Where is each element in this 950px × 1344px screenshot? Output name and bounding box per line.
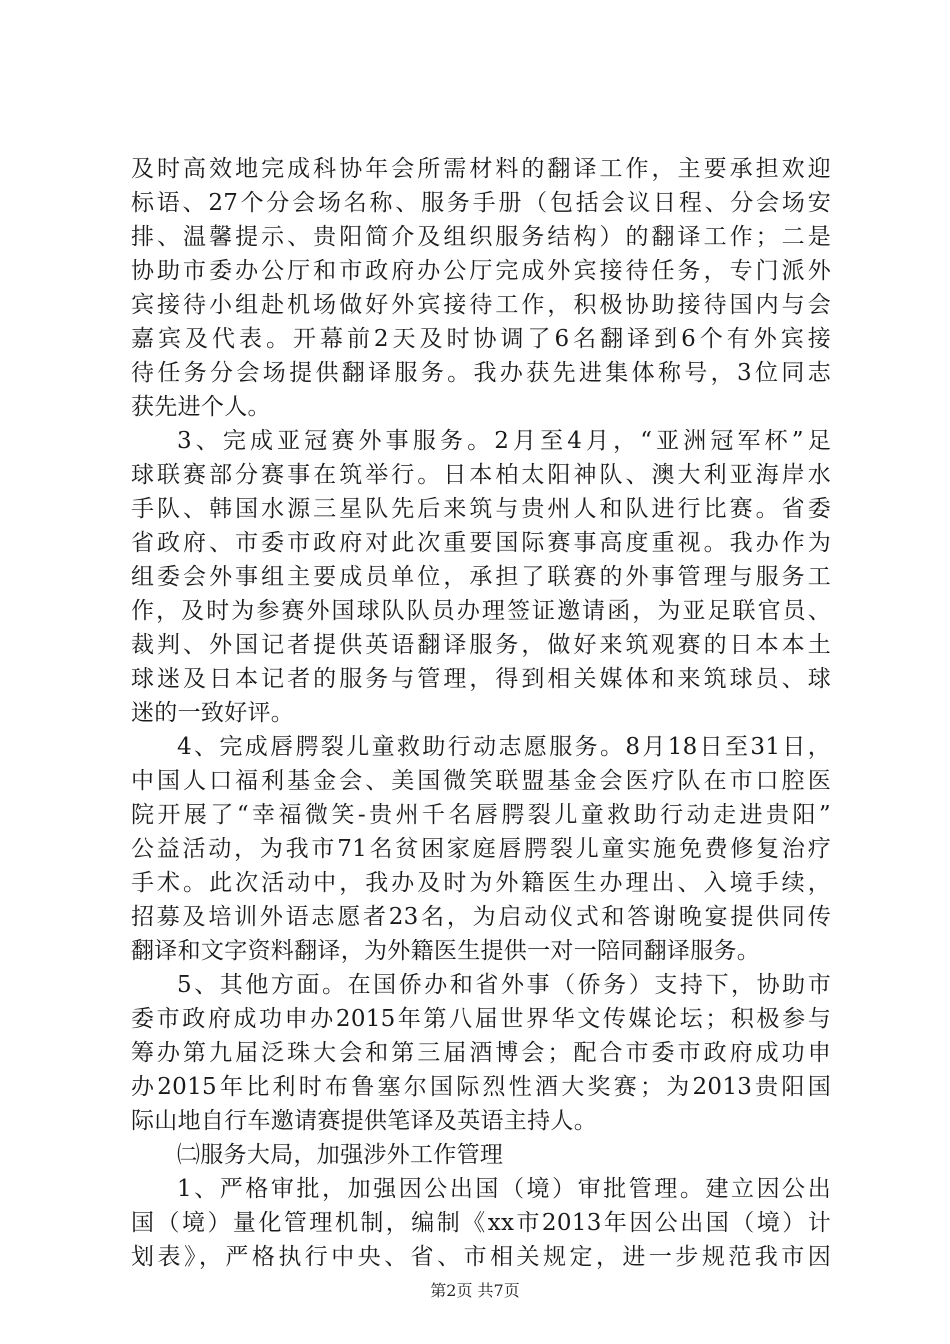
text-line: 迷的一致好评。 (131, 700, 295, 726)
text-line: 委市政府成功申办2015年第八届世界华文传媒论坛；积极参与 (131, 1006, 831, 1032)
text-line: 院开展了“幸福微笑-贵州千名唇腭裂儿童救助行动走进贵阳” (131, 802, 831, 828)
text-line: 翻译和文字资料翻译，为外籍医生提供一对一陪同翻译服务。 (131, 938, 761, 964)
paragraph-heading-3: 3、完成亚冠赛外事服务。2月至4月，“亚洲冠军杯”足 (177, 428, 831, 454)
text-line: 协助市委办公厅和市政府办公厅完成外宾接待任务，专门派外 (131, 258, 831, 284)
page-number-footer: 第2页 共7页 (430, 1281, 520, 1300)
text-line: 手术。此次活动中，我办及时为外籍医生办理出、入境手续， (131, 870, 831, 896)
text-line: 及时高效地完成科协年会所需材料的翻译工作，主要承担欢迎 (131, 156, 831, 182)
text-line: 宾接待小组赴机场做好外宾接待工作，积极协助接待国内与会 (131, 292, 831, 318)
document-body (131, 152, 831, 1274)
paragraph-heading-4: 4、完成唇腭裂儿童救助行动志愿服务。8月18日至31日， (177, 734, 831, 760)
paragraph-heading-5: 5、其他方面。在国侨办和省外事（侨务）支持下，协助市 (177, 972, 831, 998)
section-heading: ㈡服务大局，加强涉外工作管理 (177, 1142, 504, 1168)
text-line: 际山地自行车邀请赛提供笔译及英语主持人。 (131, 1108, 597, 1134)
text-line: 组委会外事组主要成员单位，承担了联赛的外事管理与服务工 (131, 564, 831, 590)
text-line: 作，及时为参赛外国球队队员办理签证邀请函，为亚足联官员、 (131, 598, 831, 624)
text-line: 中国人口福利基金会、美国微笑联盟基金会医疗队在市口腔医 (131, 768, 831, 794)
text-line: 省政府、市委市政府对此次重要国际赛事高度重视。我办作为 (131, 530, 831, 556)
text-line: 排、温馨提示、贵阳简介及组织服务结构）的翻译工作；二是 (131, 224, 831, 250)
text-line: 办2015年比利时布鲁塞尔国际烈性酒大奖赛；为2013贵阳国 (131, 1074, 831, 1100)
text-line: 球迷及日本记者的服务与管理，得到相关媒体和来筑球员、球 (131, 666, 831, 692)
text-line: 待任务分会场提供翻译服务。我办获先进集体称号，3位同志 (131, 360, 831, 386)
text-line: 国（境）量化管理机制，编制《xx市2013年因公出国（境）计 (131, 1210, 831, 1236)
text-line: 划表》，严格执行中央、省、市相关规定，进一步规范我市因 (131, 1244, 831, 1270)
text-line: 获先进个人。 (131, 394, 271, 420)
text-line: 裁判、外国记者提供英语翻译服务，做好来筑观赛的日本本土 (131, 632, 831, 658)
text-line: 手队、韩国水源三星队先后来筑与贵州人和队进行比赛。省委 (131, 496, 831, 522)
text-line: 招募及培训外语志愿者23名，为启动仪式和答谢晚宴提供同传 (131, 904, 831, 930)
text-line: 筹办第九届泛珠大会和第三届酒博会；配合市委市政府成功申 (131, 1040, 831, 1066)
text-line: 标语、27个分会场名称、服务手册（包括会议日程、分会场安 (131, 190, 831, 216)
text-line: 球联赛部分赛事在筑举行。日本柏太阳神队、澳大利亚海岸水 (131, 462, 831, 488)
text-line: 嘉宾及代表。开幕前2天及时协调了6名翻译到6个有外宾接 (131, 326, 831, 352)
paragraph-heading-1: 1、严格审批，加强因公出国（境）审批管理。建立因公出 (177, 1176, 831, 1202)
text-line: 公益活动，为我市71名贫困家庭唇腭裂儿童实施免费修复治疗 (131, 836, 831, 862)
